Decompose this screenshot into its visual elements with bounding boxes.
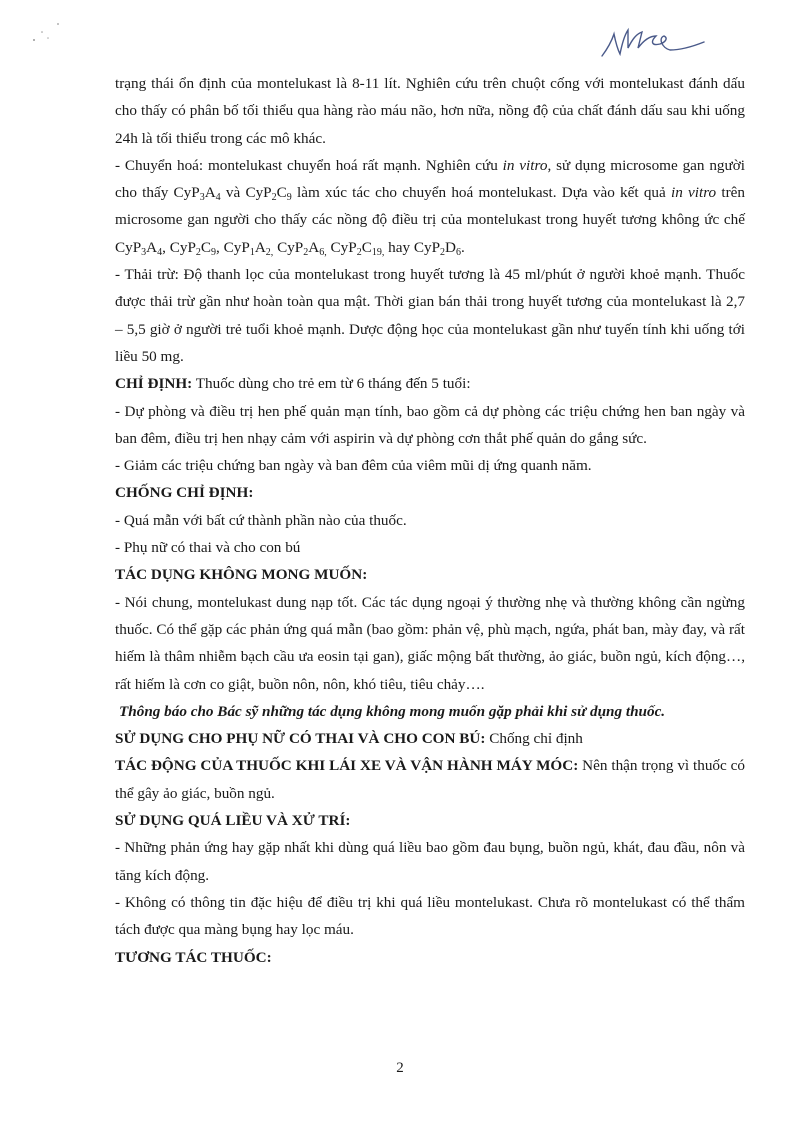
text-run: C (200, 238, 212, 256)
paragraph (115, 834, 745, 889)
text-run: . (461, 238, 465, 256)
text-run: in vitro (502, 156, 548, 174)
page-number: 2 (396, 1060, 404, 1076)
text-run: C (276, 184, 287, 202)
text-run: 2 (195, 246, 201, 258)
text-run: 1 (249, 246, 255, 258)
text-run: D (445, 238, 456, 256)
paragraph (115, 370, 745, 397)
paragraph (115, 398, 745, 453)
scan-specks (28, 18, 68, 48)
text-run: Chống chỉ định (485, 730, 583, 748)
text-run: in vitro (670, 184, 717, 202)
text-run: , CyP (216, 238, 250, 256)
text-run: 9 (211, 246, 217, 258)
text-run: 2 (356, 246, 362, 258)
paragraph (115, 152, 745, 261)
text-run: - Nói chung, montelukast dung nạp tốt. Các tác dụng ngoại ý thường nhẹ và thường không cần ngừng thuốc. Có thể gặp các phản ứng quá mẫn (bao gồm: phản vệ, phù mạch, ngứa, phát ban, mày đay, và rất hiếm là thâm nhiễm bạch cầu ưa eosin tại gan), giấc mộng bất thường, ảo giác, buồn ngủ, kích động…, rất hiếm là cơn co giật, buồn nôn, nôn, khó tiêu, tiêu chảy…. (115, 593, 745, 693)
paragraph (115, 561, 745, 588)
section-heading: SỬ DỤNG CHO PHỤ NỮ CÓ THAI VÀ CHO CON BÚ: (115, 730, 486, 748)
paragraph (115, 534, 745, 561)
paragraph (115, 452, 745, 479)
text-run: A (308, 238, 320, 256)
paragraph (115, 698, 745, 725)
text-run: và CyP (220, 184, 272, 202)
text-run: 3 (141, 246, 147, 258)
paragraph (115, 70, 745, 152)
text-run: 4 (215, 192, 221, 204)
text-run: A (204, 184, 216, 202)
text-run: , sử dụng microsome gan người cho thấy CyP (115, 156, 746, 202)
paragraph (115, 479, 745, 506)
paragraph (115, 752, 745, 807)
text-run: 9 (286, 192, 292, 204)
text-run: - Những phản ứng hay gặp nhất khi dùng quá liều bao gồm đau bụng, buồn ngủ, khát, đau đầu, nôn và tăng kích động. (115, 839, 745, 884)
text-run: 2 (440, 246, 446, 258)
section-heading: CHỈ ĐỊNH: (115, 375, 193, 393)
text-run: 19, (371, 246, 385, 258)
paragraph (115, 889, 745, 944)
paragraph (115, 589, 745, 698)
text-run: - Giảm các triệu chứng ban ngày và ban đêm của viêm mũi dị ứng quanh năm. (115, 457, 592, 475)
text-run: làm xúc tác cho chuyển hoá montelukast. Dựa vào kết quả (291, 184, 671, 202)
text-run: 4 (157, 246, 163, 258)
section-heading: TƯƠNG TÁC THUỐC: (115, 948, 272, 966)
paragraph (115, 725, 745, 752)
paragraph (115, 807, 745, 834)
text-run: A (146, 238, 158, 256)
text-run: , CyP (162, 238, 196, 256)
section-heading: Thông báo cho Bác sỹ những tác dụng không mong muốn gặp phải khi sử dụng thuốc. (119, 702, 666, 720)
text-run: 2 (303, 246, 309, 258)
text-run: CyP (273, 238, 304, 256)
text-run: - Chuyển hoá: montelukast chuyển hoá rất mạnh. Nghiên cứu (115, 156, 503, 174)
text-run: - Thải trừ: Độ thanh lọc của montelukast trong huyết tương là 45 ml/phút ở người khoẻ mạnh. Thuốc được thải trừ gần như hoàn toàn qua mật. Thời gian bán thải trong huyết tương của montelukast là 2,7 – 5,5 giờ ở người trẻ tuổi khoẻ mạnh. Dược động học của montelukast gần như tuyến tính khi uống tới liều 50 mg. (115, 266, 745, 365)
text-run: - Quá mẫn với bất cứ thành phần nào của thuốc. (115, 511, 407, 529)
text-run: A (254, 238, 266, 256)
section-heading: CHỐNG CHỈ ĐỊNH: (115, 484, 254, 502)
paragraph (115, 507, 745, 534)
text-run: Thuốc dùng cho trẻ em từ 6 tháng đến 5 tuổi: (192, 375, 471, 393)
section-heading: TÁC ĐỘNG CỦA THUỐC KHI LÁI XE VÀ VẬN HÀNH MÁY MÓC: (115, 757, 579, 775)
text-run: 2 (271, 192, 277, 204)
text-run: - Phụ nữ có thai và cho con bú (115, 539, 301, 557)
paragraph (115, 261, 745, 370)
paragraph (115, 944, 745, 971)
text-run: C (361, 238, 372, 256)
section-heading: SỬ DỤNG QUÁ LIỀU VÀ XỬ TRÍ: (115, 812, 351, 830)
text-run: 2, (265, 246, 274, 258)
text-run: 6 (456, 246, 461, 258)
text-run: 6, (319, 246, 327, 258)
document-body (115, 70, 745, 971)
text-run: CyP (326, 238, 357, 256)
text-run: trên microsome gan người cho thấy các nồng độ điều trị của montelukast trong huyết tương không ức chế CyP (115, 184, 745, 256)
text-run: - Dự phòng và điều trị hen phế quản mạn tính, bao gồm cả dự phòng các triệu chứng hen ban ngày và ban đêm, điều trị hen nhạy cảm với aspirin và dự phòng cơn thắt phế quản do gắng sức. (115, 402, 745, 447)
text-run: Nên thận trọng vì thuốc có thể gây ảo giác, buồn ngủ. (115, 757, 745, 802)
text-run: trạng thái ổn định của montelukast là 8-11 lít. Nghiên cứu trên chuột cống với montelukast đánh dấu cho thấy có phân bố tối thiểu qua hàng rào máu não, hơn nữa, nồng độ của chất đánh dấu sau khi uống 24h là tối thiểu trong các mô khác. (115, 75, 745, 147)
text-run: hay CyP (384, 238, 441, 256)
text-run: 3 (199, 192, 205, 204)
text-run: - Không có thông tin đặc hiệu để điều trị khi quá liều montelukast. Chưa rõ montelukast có thể thẩm tách được qua màng bụng hay lọc máu. (115, 893, 745, 939)
section-heading: TÁC DỤNG KHÔNG MONG MUỐN: (115, 566, 368, 584)
handwritten-signature (598, 18, 708, 66)
